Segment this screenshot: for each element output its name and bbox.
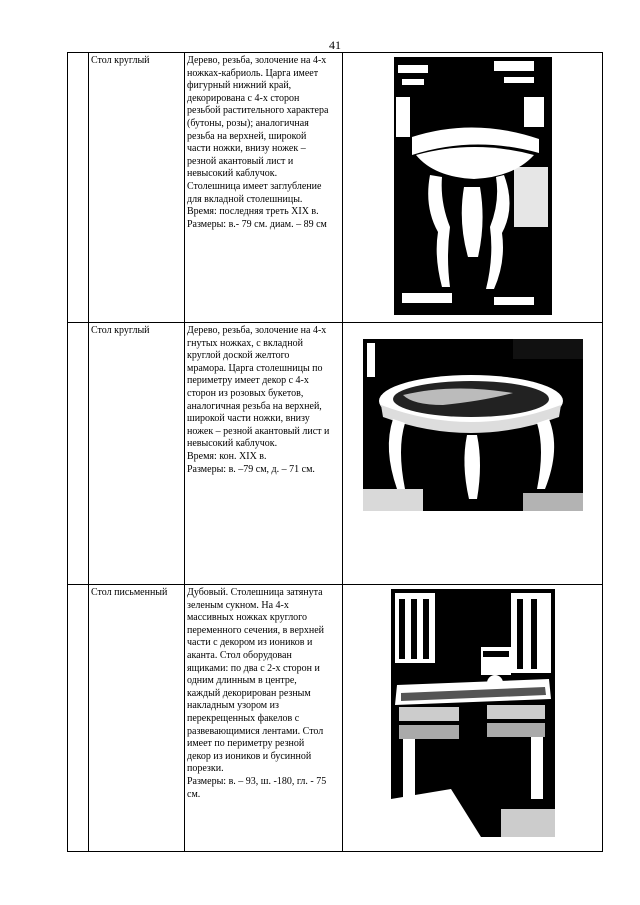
round-table-photo [394,57,552,315]
item-description [187,587,340,801]
item-name-cell [89,323,185,585]
description-line: Время: кон. XIX в. [187,450,267,462]
description-line: Размеры: в.- 79 см. диам. – 89 см [187,218,327,230]
catalog-table [67,52,603,852]
table-row [68,53,603,323]
description-line: Столешница имеет заглубление [187,180,322,192]
description-line: зеленым сукном. На 4-х [187,599,289,611]
item-description-cell [185,323,343,585]
description-line: имеет по периметру резной [187,738,305,750]
description-line: декор из иоников и бусинной [187,750,312,762]
row-number-cell [68,585,89,852]
description-line: развевающимися лентами. Стол [187,725,324,737]
description-line: резьбой растительного характера [187,105,329,117]
item-photo-cell [343,323,603,585]
table-row [68,323,603,585]
description-line: фигурный нижний край, [187,80,292,92]
item-description-cell [185,585,343,852]
description-line: Время: последняя треть XIX в. [187,206,319,218]
description-line: части ножки, внизу ножек – [187,143,306,155]
description-line: переменного сечения, в верхней [187,624,325,636]
item-name: Стол круглый [91,325,150,336]
description-line: для вкладной столешницы. [187,193,303,205]
description-line: резной акантовый лист и [187,155,294,167]
description-line: каждый декорирован резным [187,687,311,699]
item-photo-cell [343,585,603,852]
description-line: сторон из розовых букетов, [187,387,304,399]
description-line: части с декором из иоников и [187,637,313,649]
row-number-cell [68,53,89,323]
description-line: порезки. [187,763,224,775]
description-line: (бутоны, розы); аналогичная [187,117,309,129]
description-line: аканта. Стол оборудован [187,649,292,661]
description-line: гнутых ножках, с вкладной [187,337,303,349]
description-line: накладным узором из [187,700,279,712]
description-line: массивных ножках круглого [187,612,308,624]
description-line: резьба на верхней, широкой [187,130,307,142]
description-line: ящиками: по два с 2-х сторон и [187,662,320,674]
item-description [187,55,340,231]
description-line: невысокий каблучок. [187,168,278,180]
description-line: аналогичная резьба на верхней, [187,400,322,412]
description-line: ножек – резной акантовый лист и [187,425,330,437]
description-line: Дерево, резьба, золочение на 4-х [187,55,327,66]
item-name-cell [89,53,185,323]
writing-desk-photo [391,589,555,837]
description-line: Размеры: в. – 93, ш. -180, гл. - 75 [187,775,327,787]
item-description [187,325,340,476]
page-number: 41 [329,38,341,52]
description-line: Размеры: в. –79 см, д. – 71 см. [187,463,315,475]
description-line: круглой доской желтого [187,350,290,362]
description-line: невысокий каблучок. [187,438,278,450]
table-row [68,585,603,852]
item-photo-cell [343,53,603,323]
description-line: Дубовый. Столешница затянута [187,587,323,598]
item-name: Стол круглый [91,55,150,66]
description-line: периметру имеет декор с 4-х [187,375,309,387]
description-line: Дерево, резьба, золочение на 4-х [187,325,327,336]
description-line: ножках-кабриоль. Царга имеет [187,67,319,79]
description-line: см. [187,788,201,800]
description-line: декорирована с 4-х сторон [187,92,300,104]
item-name-cell [89,585,185,852]
row-number-cell [68,323,89,585]
item-name: Стол письменный [91,587,168,598]
marble-table-photo [363,339,583,511]
description-line: мрамора. Царга столешницы по [187,362,323,374]
description-line: одним длинным в центре, [187,675,297,687]
description-line: широкой части ножки, внизу [187,413,310,425]
description-line: перекрещенных факелов с [187,712,300,724]
item-description-cell [185,53,343,323]
